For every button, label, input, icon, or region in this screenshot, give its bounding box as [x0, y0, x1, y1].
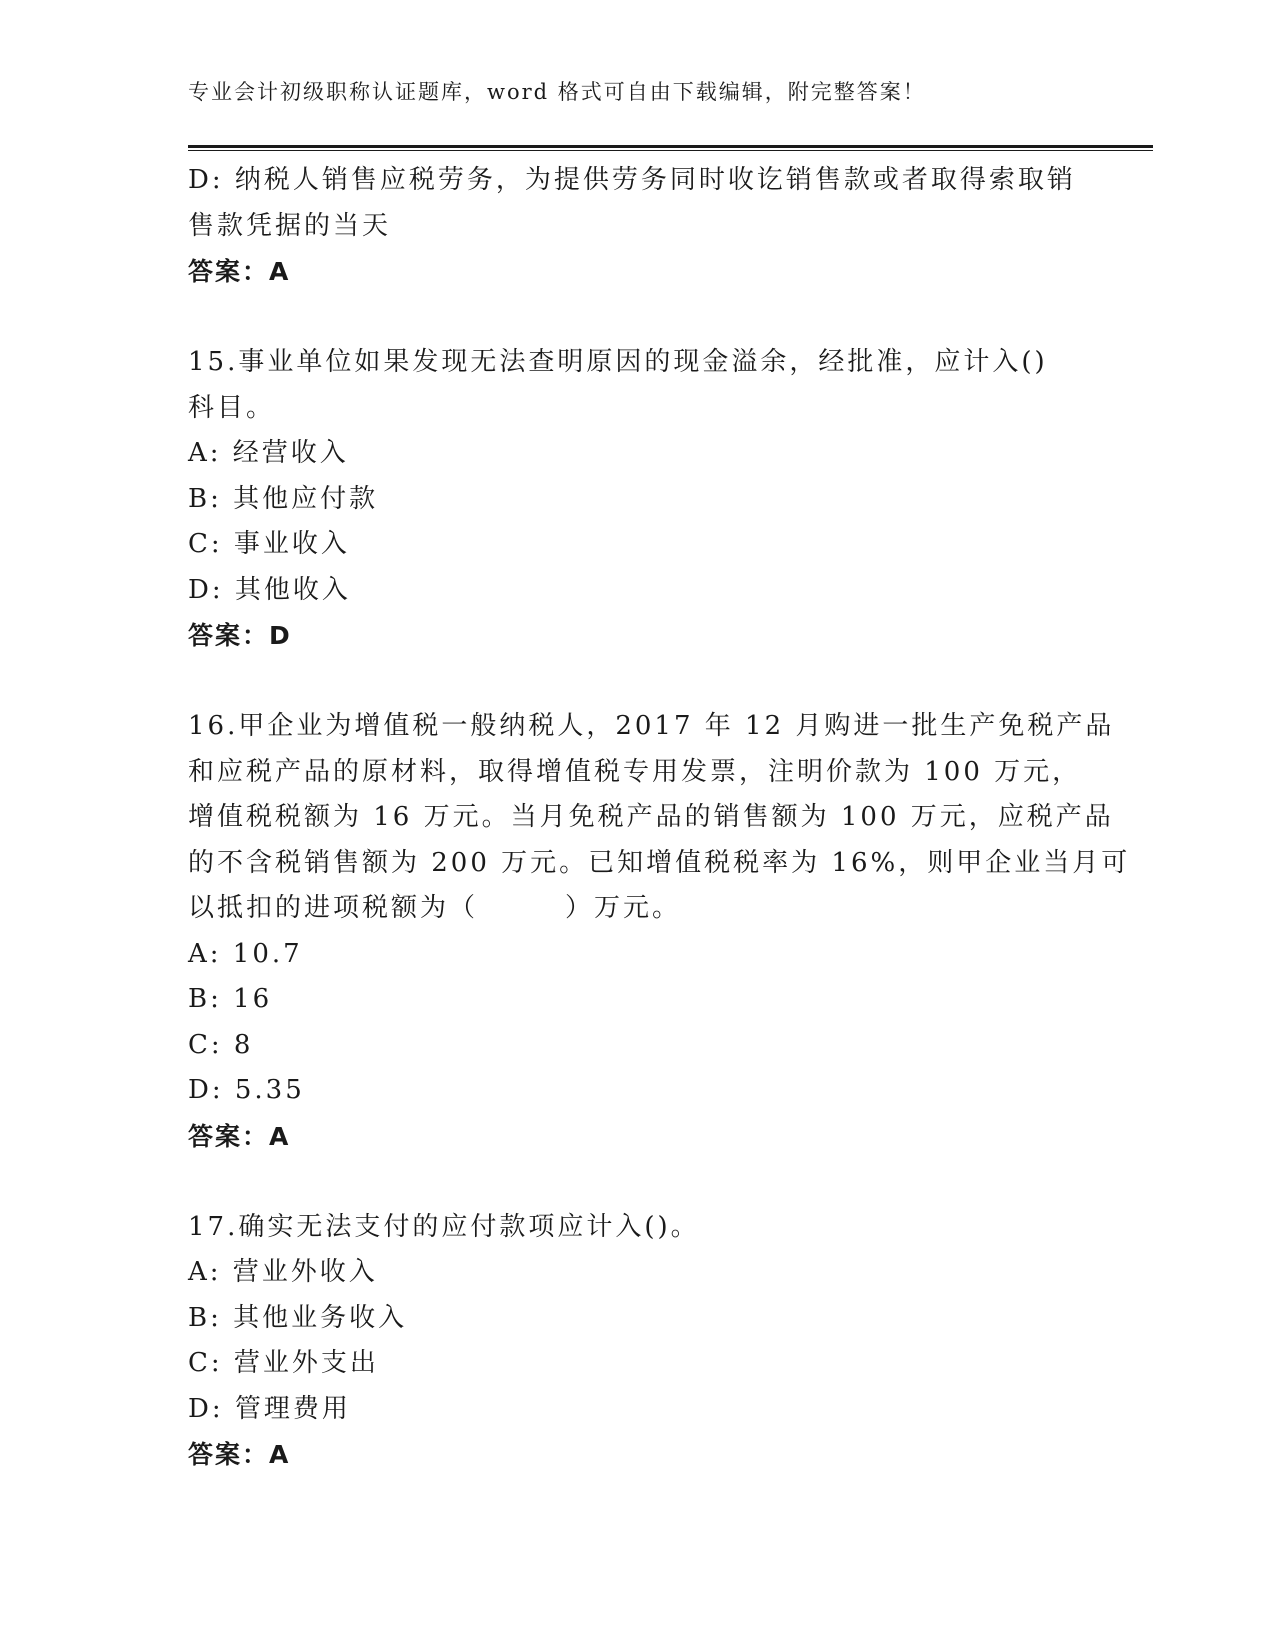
question-stem-line: 和应税产品的原材料，取得增值税专用发票，注明价款为 100 万元， [188, 756, 1082, 787]
answer-line: 答案：A [188, 1440, 291, 1469]
option-a: A: 10.7 [188, 938, 303, 969]
page-header: 专业会计初级职称认证题库，word 格式可自由下载编辑，附完整答案！ [188, 80, 926, 104]
question-stem-line: 增值税税额为 16 万元。当月免税产品的销售额为 100 万元，应税产品 [188, 802, 1114, 832]
answer-line: 答案：D [188, 621, 292, 650]
option-c: C: 事业收入 [188, 529, 350, 559]
question-15 [188, 340, 1088, 659]
question-stem-line: 科目。 [188, 392, 276, 423]
option-b: B: 其他业务收入 [188, 1302, 408, 1333]
header-divider-thin [188, 150, 1153, 151]
option-c: C: 营业外支出 [188, 1348, 379, 1378]
question-stem-line: 以抵扣的进项税额为（ ）万元。 [188, 893, 682, 923]
question-content [188, 158, 1131, 1478]
option-b: B: 16 [188, 984, 273, 1014]
answer-line: 答案：A [188, 257, 291, 286]
spacer [188, 659, 1088, 705]
question-stem-line: 15.事业单位如果发现无法查明原因的现金溢余，经批准，应计入() [188, 347, 1048, 377]
question-stem-line: 17.确实无法支付的应付款项应计入()。 [188, 1211, 700, 1242]
spacer [188, 295, 1088, 341]
option-b: B: 其他应付款 [188, 483, 379, 514]
question-stem-line: 的不含税销售额为 200 万元。已知增值税税率为 16%，则甲企业当月可 [188, 847, 1131, 878]
question-stem-line: 16.甲企业为增值税一般纳税人，2017 年 12 月购进一批生产免税产品 [188, 711, 1115, 741]
option-d: D: 其他收入 [188, 574, 351, 605]
option-a: A: 营业外收入 [188, 1257, 378, 1287]
header-divider [188, 145, 1153, 152]
option-c: C: 8 [188, 1029, 254, 1060]
option-a: A: 经营收入 [188, 438, 349, 468]
option-d: D: 管理费用 [188, 1393, 351, 1424]
option-d: D: 5.35 [188, 1075, 305, 1105]
option-d-line: 售款凭据的当天 [188, 210, 392, 241]
question-14-continued [188, 158, 1088, 295]
spacer [188, 1159, 1088, 1205]
option-d-line: D: 纳税人销售应税劳务，为提供劳务同时收讫销售款或者取得索取销 [188, 165, 1076, 195]
answer-line: 答案：A [188, 1121, 291, 1151]
question-16 [188, 704, 1131, 1159]
question-17 [188, 1205, 1088, 1478]
header-divider-thick [188, 145, 1153, 148]
